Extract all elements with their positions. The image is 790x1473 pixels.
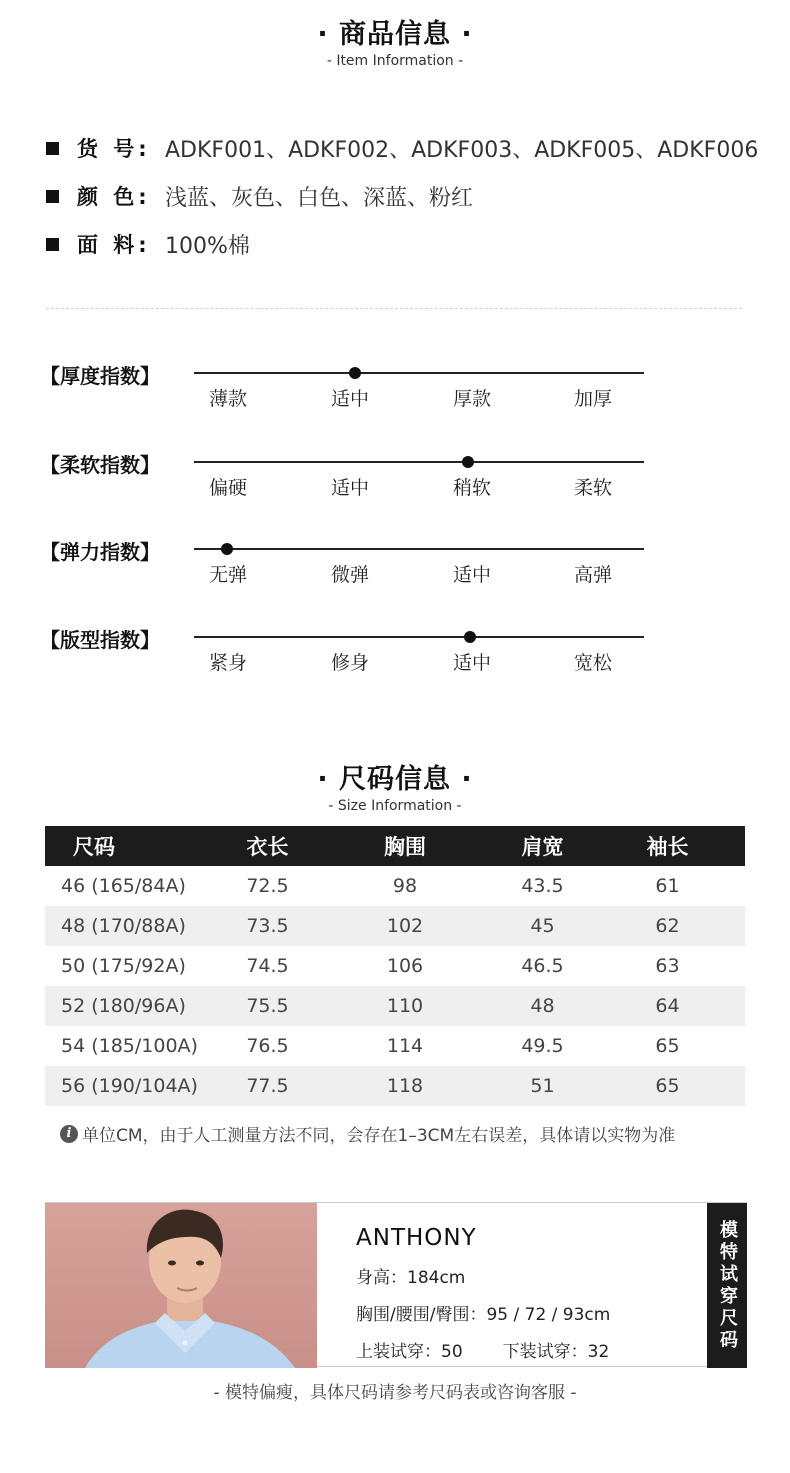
table-cell: 46.5 xyxy=(521,955,564,977)
table-row xyxy=(45,1066,745,1106)
fabric-label: 面 料: xyxy=(77,233,151,257)
table-cell: 102 xyxy=(315,906,495,946)
table-cell: 74.5 xyxy=(246,955,289,977)
table-cell: 65 xyxy=(655,1035,680,1057)
table-cell: 65 xyxy=(590,1066,745,1106)
thickness-indicator-dot xyxy=(349,367,361,379)
table-cell: 51 xyxy=(495,1066,590,1106)
table-cell: 52 (180/96A) xyxy=(45,986,220,1026)
model-card xyxy=(45,1202,747,1367)
item-number-label: 货 号: xyxy=(77,137,151,161)
table-cell: 114 xyxy=(386,1035,424,1057)
table-cell: 73.5 xyxy=(220,906,315,946)
table-row xyxy=(45,1026,745,1066)
elasticity-option: 适中 xyxy=(453,564,492,586)
fit-index xyxy=(40,630,660,700)
table-cell: 106 xyxy=(386,955,424,977)
elasticity-index xyxy=(40,542,660,612)
thickness-scale-line xyxy=(194,372,644,374)
header-chest: 胸围 xyxy=(315,826,495,866)
elasticity-option: 高弹 xyxy=(574,564,613,586)
model-fit-tag: 模特试穿尺码 xyxy=(707,1203,747,1368)
table-cell: 63 xyxy=(655,955,680,977)
item-info-title: · 商品信息 · xyxy=(317,19,473,50)
table-row xyxy=(45,986,745,1026)
table-cell: 77.5 xyxy=(220,1066,315,1106)
header-sleeve: 袖长 xyxy=(590,826,745,866)
elasticity-option: 无弹 xyxy=(209,564,248,586)
fit-index-label: 【版型指数】 xyxy=(40,628,160,652)
table-cell: 48 (170/88A) xyxy=(45,906,220,946)
elasticity-index-label: 【弹力指数】 xyxy=(40,540,160,564)
item-number-value: ADKF001、ADKF002、ADKF003、ADKF005、ADKF006 xyxy=(165,137,759,163)
size-note-text: 单位CM，由于人工测量方法不同，会存在1–3CM左右误差，具体请以实物为准 xyxy=(82,1126,676,1146)
thickness-option: 适中 xyxy=(331,388,370,410)
color-value: 浅蓝、灰色、白色、深蓝、粉红 xyxy=(165,185,474,211)
header-shoulder: 肩宽 xyxy=(495,826,590,866)
fabric-row xyxy=(46,220,758,268)
fit-option: 修身 xyxy=(331,652,370,674)
table-cell: 45 xyxy=(495,906,590,946)
header-length: 衣长 xyxy=(220,826,315,866)
size-table-header-row xyxy=(45,826,745,866)
size-note xyxy=(60,1121,675,1146)
fit-scale-line xyxy=(194,636,644,638)
bullet-square-icon xyxy=(46,238,59,251)
thickness-option: 厚款 xyxy=(453,388,492,410)
softness-index-label: 【柔软指数】 xyxy=(40,453,160,477)
thickness-index-label: 【厚度指数】 xyxy=(40,364,160,388)
size-info-header xyxy=(0,757,790,814)
thickness-option: 薄款 xyxy=(209,388,248,410)
table-cell: 50 (175/92A) xyxy=(61,955,186,977)
item-info-list xyxy=(46,124,758,268)
table-cell: 62 xyxy=(590,906,745,946)
table-cell: 46 (165/84A) xyxy=(61,875,186,897)
table-row xyxy=(45,946,745,986)
elasticity-indicator-dot xyxy=(221,543,233,555)
fit-indicator-dot xyxy=(464,631,476,643)
size-info-subtitle: - Size Information - xyxy=(328,798,462,814)
footer-note: - 模特偏瘦，具体尺码请参考尺码表或咨询客服 - xyxy=(213,1383,577,1403)
table-cell: 75.5 xyxy=(220,986,315,1026)
softness-indicator-dot xyxy=(462,456,474,468)
elasticity-scale-line xyxy=(194,548,644,550)
model-photo xyxy=(45,1203,317,1368)
table-row xyxy=(45,906,745,946)
softness-option: 稍软 xyxy=(453,477,492,499)
model-info xyxy=(356,1225,610,1362)
table-cell: 49.5 xyxy=(521,1035,564,1057)
thickness-option: 加厚 xyxy=(574,388,613,410)
model-bottom-size: 下装试穿：32 xyxy=(502,1342,610,1362)
table-cell: 98 xyxy=(392,875,418,897)
bullet-square-icon xyxy=(46,190,59,203)
fit-option: 宽松 xyxy=(574,652,613,674)
table-cell: 54 (185/100A) xyxy=(61,1035,198,1057)
model-height: 身高：184cm xyxy=(356,1268,466,1288)
item-number-row xyxy=(46,124,758,172)
table-cell: 64 xyxy=(590,986,745,1026)
softness-option: 适中 xyxy=(331,477,370,499)
fit-option: 适中 xyxy=(453,652,492,674)
color-row xyxy=(46,172,758,220)
table-cell: 110 xyxy=(315,986,495,1026)
model-name: ANTHONY xyxy=(356,1225,477,1251)
table-cell: 48 xyxy=(495,986,590,1026)
table-cell: 61 xyxy=(655,875,680,897)
table-row xyxy=(45,866,745,906)
table-cell: 56 (190/104A) xyxy=(45,1066,220,1106)
elasticity-option: 微弹 xyxy=(331,564,370,586)
section-divider xyxy=(46,308,742,309)
size-table xyxy=(45,826,745,1106)
table-cell: 76.5 xyxy=(246,1035,289,1057)
table-cell: 72.5 xyxy=(246,875,289,897)
item-info-header xyxy=(0,12,790,69)
size-info-title: · 尺码信息 · xyxy=(317,764,473,795)
bullet-square-icon xyxy=(46,142,59,155)
info-icon: i xyxy=(60,1125,78,1143)
header-size: 尺码 xyxy=(45,826,220,866)
softness-scale-line xyxy=(194,461,644,463)
fit-option: 紧身 xyxy=(209,652,248,674)
model-sizes xyxy=(356,1337,610,1362)
table-cell: 118 xyxy=(315,1066,495,1106)
thickness-index xyxy=(40,366,660,436)
softness-index xyxy=(40,455,660,525)
color-label: 颜 色: xyxy=(77,185,151,209)
softness-option: 柔软 xyxy=(574,477,613,499)
softness-option: 偏硬 xyxy=(209,477,248,499)
model-top-size: 上装试穿：50 xyxy=(356,1342,463,1362)
model-illustration xyxy=(45,1203,317,1368)
fabric-value: 100%棉 xyxy=(165,233,250,259)
model-measurements: 胸围/腰围/臀围：95 / 72 / 93cm xyxy=(356,1305,611,1325)
item-info-subtitle: - Item Information - xyxy=(326,53,464,69)
table-cell: 43.5 xyxy=(521,875,564,897)
